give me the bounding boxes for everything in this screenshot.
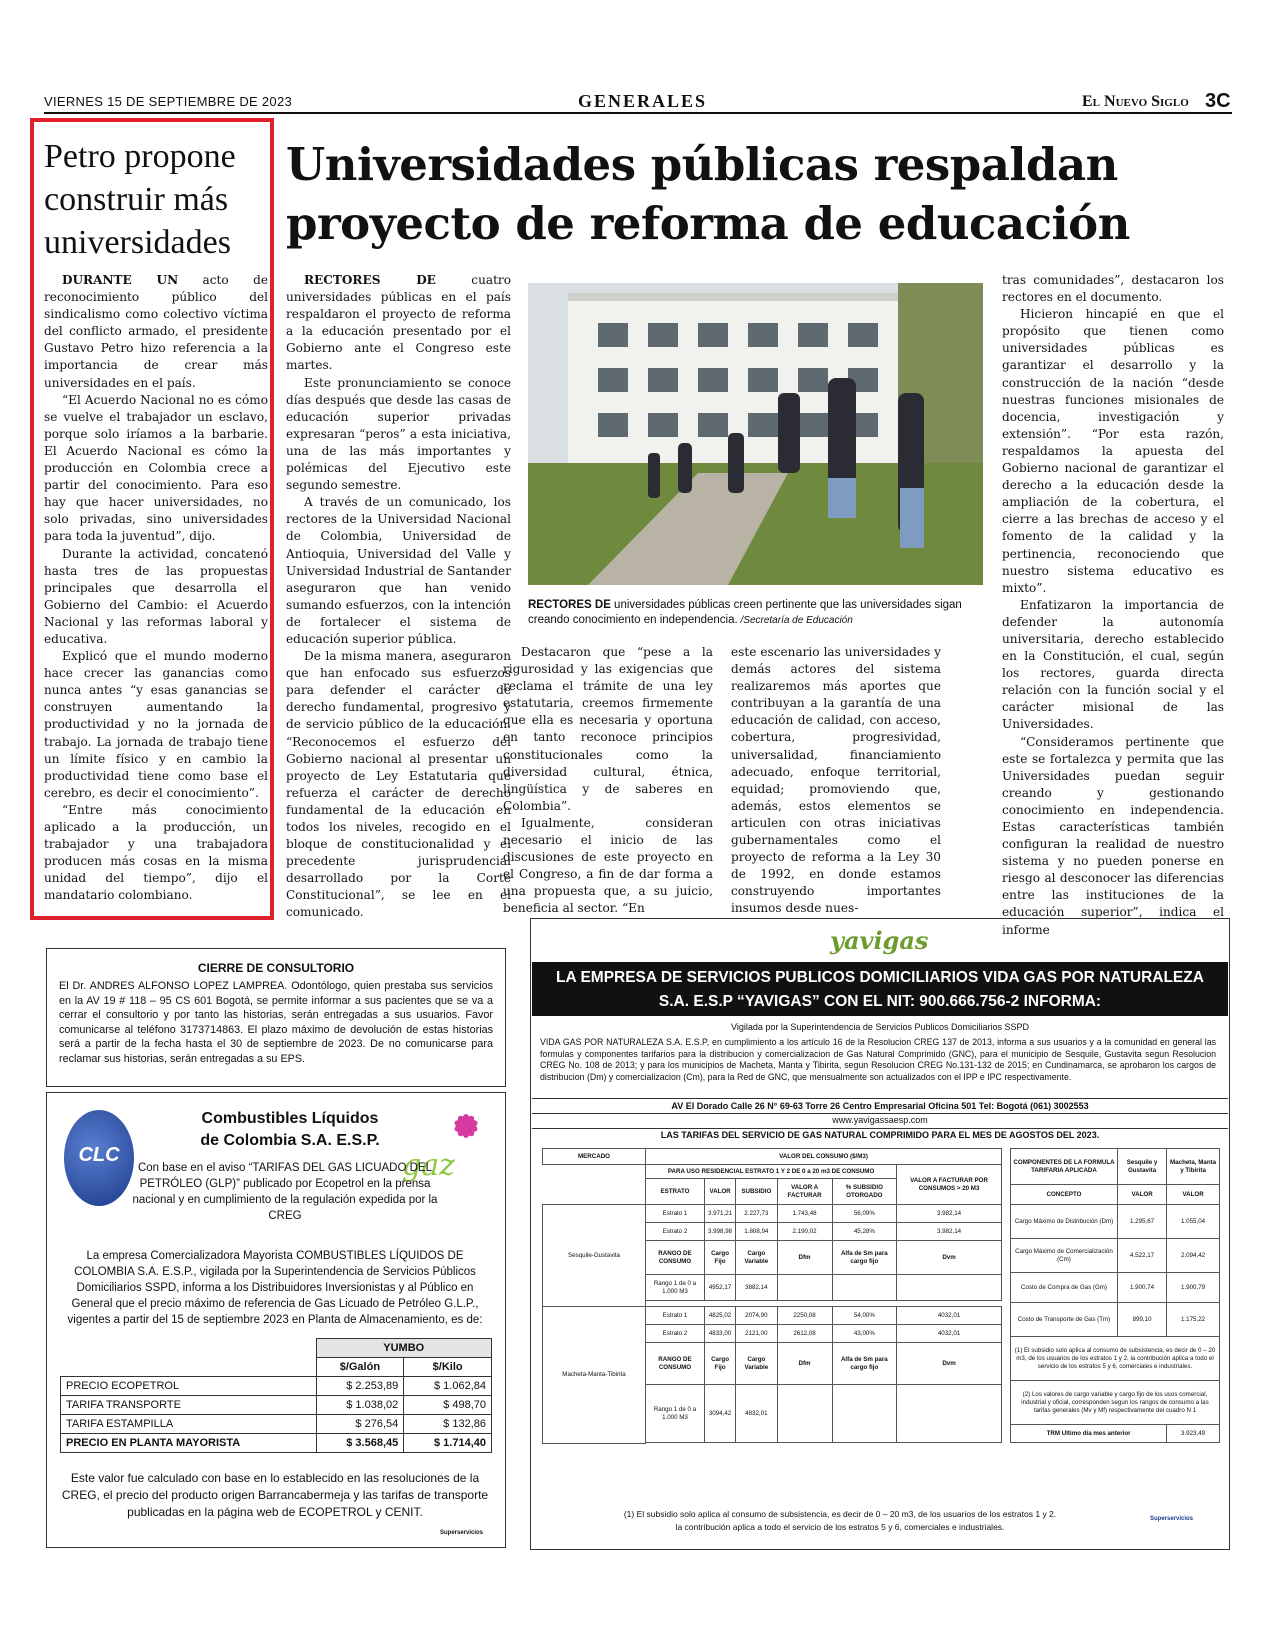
article-paragraph: Este pronunciamiento se conoce días después que desde las casas de educación superior privadas expresaran “peros” a esta iniciativa, una de las más importantes y polémicas del Ejecutivo este segundo semestre. (286, 375, 511, 493)
table-row (61, 1377, 492, 1396)
yavigas-vigilada: Vigilada por la Superintendencia de Servicios Publicos Domiciliarios SSPD (731, 1022, 1029, 1032)
clc-row-kilo: $ 1.062,84 (404, 1377, 492, 1396)
yavigas-cell: 3.998,98 (704, 1223, 735, 1241)
yavigas-superservicios: Superservicios (1150, 1516, 1194, 1522)
table-row (61, 1415, 492, 1434)
yavigas-mercado-sesquile: Sesquile-Gustavita (543, 1205, 646, 1307)
clc-logo-text: CLC (78, 1144, 120, 1166)
clc-table-header: YUMBO (316, 1339, 492, 1358)
yavigas-cell: 2.227,73 (736, 1205, 777, 1223)
clc-title-line: Combustibles Líquidos (201, 1110, 379, 1127)
yavigas-web: www.yavigassaesp.com (832, 1115, 928, 1125)
table-row (543, 1307, 1002, 1325)
photo-caption (528, 598, 983, 628)
notice-text: El Dr. ANDRES ALFONSO LOPEZ LAMPREA. Odontólogo, quien prestaba sus servicios en la AV 19 # 118 – 95 CS 601 Bogotá, se permite informar a sus pacientes que se va a cerrar el consultorio y por tanto las historias, serán entregadas a sus usuarios. Favor comunicarse al teléfono 3173714863. El plazo máximo de devolución de estas historias será a partir de la fecha hasta el 30 de septiembre de 2023. De no comunicarse para reclamar sus historias, serán entregadas a su EPS. (59, 980, 493, 1065)
article-lead: RECTORES DE (304, 273, 436, 287)
yavigas-cell: 2074,90 (736, 1307, 777, 1325)
article-column-2 (503, 644, 713, 918)
yavigas-footnote-line: (1) El subsidio solo aplica al consumo de subsistencia, es decir de 0 – 20 m3, de los usuarios de los estratos 1 y 2. (623, 1509, 1057, 1519)
yavigas-cell: 4.522,17 (1118, 1239, 1167, 1273)
clc-superservicios: Superservicios (440, 1530, 484, 1536)
clc-body: La empresa Comercializadora Mayorista COMBUSTIBLES LÍQUIDOS DE COLOMBIA S.A. E.S.P., vigilada por la Superintendencia de Servicios Públicos Domiciliarios SSPD, informa a los Distribuidores Inversionistas y al Público en General que el precio máximo de referencia de Gas Licuado de Petróleo G.L.P., vigentes a partir del 15 de septiembre 2023 en Planta de Almacenamiento, es de: (67, 1250, 483, 1326)
clc-row-label: PRECIO ECOPETROL (61, 1377, 317, 1396)
sidebar-lead: DURANTE UN (62, 273, 179, 287)
sidebar-paragraph: acto de reconocimiento público del sindicalismo como colectivo víctima del conflicto armado, el presidente Gustavo Petro hizo referencia a la importancia de crear más universidades en el país. (44, 273, 268, 390)
article-paragraph: tras comunidades”, destacaron los rectores en el documento. (1002, 273, 1224, 305)
page-number: 3C (1205, 90, 1231, 112)
yavigas-col-rango: RANGO DE CONSUMO (646, 1241, 705, 1275)
article-paragraph: De la misma manera, aseguraron que han enfocado sus esfuerzos para defender el carácter de derecho fundamental, progresivo y de servicio público de la educación. “Reconocemos el esfuerzo del Gobierno nacional al presentar un proyecto de Ley Estatutaria que refuerza el carácter de derecho fundamental de la educación en todos los niveles, recogido en el bloque de constitucionalidad y el precedente jurisprudencial desarrollado por la Corte Constitucional”, se lee en el comunicado. (286, 649, 511, 920)
issue-date: VIERNES 15 DE SEPTIEMBRE DE 2023 (44, 94, 293, 109)
yavigas-footnote (560, 1508, 1120, 1534)
sidebar-title: Petro propone construir más universidades (44, 138, 236, 261)
yavigas-col-valor: VALOR (1118, 1185, 1167, 1205)
yavigas-col-subsidio: SUBSIDIO (736, 1179, 777, 1205)
yavigas-cell: Costo de Compra de Gas (Gm) (1011, 1273, 1118, 1303)
yavigas-cell: 2612,08 (777, 1325, 832, 1343)
table-row (61, 1396, 492, 1415)
clc-title (160, 1108, 420, 1152)
yavigas-col-dfm: Dfm (777, 1343, 832, 1385)
clc-footer: Este valor fue calculado con base en lo establecido en las resoluciones de la CREG, el precio del producto origen Barrancabermeja y las tarifas de transporte publicadas en la página web de ECOPETROL y CENIT. (61, 1471, 489, 1519)
yavigas-cell: 1.055,04 (1167, 1205, 1220, 1239)
clc-col-galon: $/Galón (316, 1358, 404, 1377)
article-paragraph: Destacaron que “pese a la rigurosidad y las exigencias que reclama el trámite de una ley estatutaria, creemos firmemente que ella es necesaria y oportuna en tanto reconoce principios constitucionales como la diversidad cultural, étnica, lingüística y de saberes en Colombia”. (503, 645, 713, 813)
section-title: GENERALES (578, 91, 708, 111)
yavigas-col-cargo-fijo: Cargo Fijo (704, 1343, 735, 1385)
caption-credit: /Secretaría de Educación (737, 615, 853, 626)
yavigas-cell: 4833,00 (704, 1325, 735, 1343)
yavigas-cell: 1.808,94 (736, 1223, 777, 1241)
yavigas-cell: Cargo Máximo de Distribución (Dm) (1011, 1205, 1118, 1239)
yavigas-cell: 4825,02 (704, 1307, 735, 1325)
yavigas-col-concepto: CONCEPTO (1011, 1185, 1118, 1205)
yavigas-cell: Estrato 2 (646, 1325, 705, 1343)
yavigas-cell: 3.982,14 (897, 1223, 1002, 1241)
table-row (61, 1434, 492, 1453)
yavigas-headline-line: LA EMPRESA DE SERVICIOS PUBLICOS DOMICILIARIOS VIDA GAS POR NATURALEZA (556, 969, 1204, 986)
yavigas-cell: Rango 1 de 0 a 1.000 M3 (646, 1275, 705, 1301)
gaz-logo-text: gaz (402, 1148, 455, 1183)
clc-row-label: TARIFA TRANSPORTE (61, 1396, 317, 1415)
yavigas-col-pct: % SUBSIDIO OTORGADO (832, 1179, 897, 1205)
caption-text: universidades públicas creen pertinente que las universidades sigan creando conocimiento en independencia. (528, 599, 962, 626)
newspaper-name: El Nuevo Siglo (1082, 93, 1189, 110)
table-row (543, 1205, 1002, 1223)
article-paragraph: cuatro universidades públicas en el país respaldaron el proyecto de reforma a la educación presentado por el Gobierno ante el Congreso este martes. (286, 273, 511, 373)
yavigas-col-alfa: Alfa de Sm para cargo fijo (832, 1241, 897, 1275)
table-row (1011, 1381, 1220, 1425)
sidebar-paragraph: Explicó que el mundo moderno hace crecer las ganancias como nunca antes “y esas ganancias se construyen aumentando la productividad y no la jornada de trabajo. La jornada de trabajo tiene un límite físico y en cambio la productividad tiene como base el cerebro, es decir el conocimiento”. (44, 649, 268, 800)
article-column-4 (1002, 272, 1224, 939)
yavigas-note-1: (1) El subsidio solo aplica al consumo de subsistencia, es decir de 0 – 20 m3, de los usuarios de los estratos 1 y 2. la contribución aplica a todo el servicio de los estratos 5 y 6, comerciales e industriales. (1011, 1337, 1220, 1381)
yavigas-col-alfa: Alfa de Sm para cargo fijo (832, 1343, 897, 1385)
article-paragraph: Igualmente, consideran necesario el inicio de las discusiones de este proyecto en el Congreso, a fin de dar forma a una propuesta que, a su juicio, beneficia al sector. “En (503, 815, 713, 916)
yavigas-cell: Cargo Máximo de Comercialización (Cm) (1011, 1239, 1118, 1273)
yavigas-cell: 1.743,48 (777, 1205, 832, 1223)
caption-lead: RECTORES DE (528, 599, 611, 611)
yavigas-cell: 3.971,21 (704, 1205, 735, 1223)
yavigas-cell: Rango 1 de 0 a 1.000 M3 (646, 1385, 705, 1443)
yavigas-col-dvm: Dvm (897, 1241, 1002, 1275)
yavigas-col-valor: VALOR (704, 1179, 735, 1205)
yavigas-cell: 3882,14 (736, 1275, 777, 1301)
yavigas-col-dfm: Dfm (777, 1241, 832, 1275)
article-column-3 (731, 644, 941, 918)
yavigas-cell: 4832,01 (736, 1385, 777, 1443)
article-paragraph: “Consideramos pertinente que este se fortalezca y permita que las Universidades puedan seguir creando y gestionando conocimiento en independencia. Estas características también configuran la realidad de nuestro sistema y no pueden ponerse en riesgo al desconocer las diferencias entre las instituciones de la educación superior”, indica el informe (1002, 734, 1224, 937)
yavigas-cell: Estrato 1 (646, 1307, 705, 1325)
yavigas-cell: 1.900,74 (1118, 1273, 1167, 1303)
yavigas-cell: 1.295,67 (1118, 1205, 1167, 1239)
yavigas-col-sesquile: Sesquile y Gustavita (1118, 1149, 1167, 1185)
yavigas-col-residencial: PARA USO RESIDENCIAL ESTRATO 1 Y 2 DE 0 a 20 m3 DE CONSUMO (646, 1165, 897, 1179)
yavigas-col-dvm: Dvm (897, 1343, 1002, 1385)
yavigas-col-valor-consumo: VALOR DEL CONSUMO ($/M3) (646, 1149, 1002, 1165)
yavigas-col-valor-mayor: VALOR A FACTURAR POR CONSUMOS > 20 M3 (897, 1165, 1002, 1205)
article-column-1 (286, 272, 511, 922)
yavigas-cell: 4032,01 (897, 1325, 1002, 1343)
clc-price-table (60, 1338, 492, 1453)
table-row (1011, 1273, 1220, 1303)
table-row (1011, 1239, 1220, 1273)
yavigas-components-table (1010, 1148, 1220, 1443)
article-paragraph: A través de un comunicado, los rectores de la Universidad Nacional de Colombia, Universidad de Antioquia, Universidad del Valle y Universidad Industrial de Santander aseguraron que han venido sumando esfuerzos, con la intención de fortalecer el sistema de educación superior pública. (286, 495, 511, 646)
clc-row-kilo: $ 1.714,40 (404, 1434, 492, 1453)
table-row (1011, 1205, 1220, 1239)
clc-row-kilo: $ 132,86 (404, 1415, 492, 1434)
clc-row-label: TARIFA ESTAMPILLA (61, 1415, 317, 1434)
yavigas-cell: 1.175,22 (1167, 1303, 1220, 1337)
notice-title: CIERRE DE CONSULTORIO (197, 961, 355, 975)
yavigas-cell: 4032,01 (897, 1307, 1002, 1325)
clc-col-kilo: $/Kilo (404, 1358, 492, 1377)
notice-box (46, 948, 506, 1087)
yavigas-col-rango: RANGO DE CONSUMO (646, 1343, 705, 1385)
header-rule (44, 112, 1232, 114)
sidebar-paragraph: Durante la actividad, concatenó hasta tres de las propuestas principales que desarrolla el Gobierno del Cambio: el Acuerdo Nacional y las reformas laboral y educativa. (44, 546, 268, 646)
campus-photo-illustration (528, 283, 983, 585)
yavigas-body: VIDA GAS POR NATURALEZA S.A. E.S.P, en cumplimiento a los artículo 16 de la Resolucion CREG 137 de 2013, informa a sus usuarios y a la comunidad en general las formulas y componentes tarifarios para la distribucion y comercializacion de Gas Natural Comprimido (GNC), para el municipio de Sesquile, Gustavita segun Resolucion CREG No. 108 de 2013; y para los municipios de Macheta, Manta y Tibirita, segun Resolucion CREG No.131-132 de 2015; en Cundinamarca, se aprobaron los cargos de distribucion (Dm) y comercializacion (Cm), para la Red de GNC, que mensualmente son actualizados con el IPP e IPC respectivamente. (540, 1037, 1216, 1082)
yavigas-col-componentes: COMPONENTES DE LA FORMULA TARIFARIA APLICADA (1011, 1149, 1118, 1185)
yavigas-trm-value: 3.923,49 (1167, 1425, 1220, 1443)
yavigas-table-title: LAS TARIFAS DEL SERVICIO DE GAS NATURAL COMPRIMIDO PARA EL MES DE AGOSTOS DEL 2023. (532, 1128, 1228, 1142)
table-row (1011, 1303, 1220, 1337)
sidebar-paragraph: “El Acuerdo Nacional no es cómo se vuelve el trabajador un esclavo, porque solo iríamos a la barbarie. El Acuerdo Nacional es cómo la producción en Colombia crece a partir del conocimiento. Para eso hay que hacer universidades, no solo privadas, sino universidades para toda la juventud”, dijo. (44, 392, 268, 544)
yavigas-cell: 45,28% (832, 1223, 897, 1241)
yavigas-cell: 2.190,02 (777, 1223, 832, 1241)
yavigas-mercado-macheta: Macheta-Manta-Tibirita (543, 1307, 646, 1444)
yavigas-col-macheta: Macheta, Manta y Tibirita (1167, 1149, 1220, 1185)
yavigas-col-valor: VALOR (1167, 1185, 1220, 1205)
yavigas-cell: 3.982,14 (897, 1205, 1002, 1223)
sidebar-paragraph: “Entre más conocimiento aplicado a la producción, un trabajador y una trabajadora producen más cosas en la misma unidad del tiempo”, dijo el mandatario colombiano. (44, 802, 268, 903)
article-paragraph: Hicieron hincapié en que el propósito que tienen como universidades públicas es garantizar el desarrollo y la construcción de la nación “desde nuestras funciones misionales de docencia, investigación y extensión”. “Por esta razón, respaldamos la apuesta del Gobierno nacional de garantizar el derecho a la educación desde la ampliación de la cobertura, el cierre a las brechas de acceso y el fomento de la calidad y la pertinencia, reconociendo que nuestro sistema educativo es mixto”. (1002, 307, 1224, 595)
yavigas-col-estrato: ESTRATO (646, 1179, 705, 1205)
yavigas-cell: Estrato 1 (646, 1205, 705, 1223)
yavigas-logo: yavigas (830, 926, 929, 955)
yavigas-col-facturar: VALOR A FACTURAR (777, 1179, 832, 1205)
clc-row-label: PRECIO EN PLANTA MAYORISTA (61, 1434, 317, 1453)
clc-row-kilo: $ 498,70 (404, 1396, 492, 1415)
yavigas-cell: Costo de Transporte de Gas (Tm) (1011, 1303, 1118, 1337)
yavigas-col-cargo-fijo: Cargo Fijo (704, 1241, 735, 1275)
table-row (1011, 1337, 1220, 1381)
sidebar-body (44, 272, 268, 904)
clc-row-galon: $ 276,54 (316, 1415, 404, 1434)
yavigas-cell: 54,00% (832, 1307, 897, 1325)
yavigas-address: AV El Dorado Calle 26 N° 69-63 Torre 26 Centro Empresarial Oficina 501 Tel: Bogotá (061) 3002553 (532, 1098, 1228, 1114)
clc-title-line: de Colombia S.A. E.S.P. (200, 1132, 380, 1149)
yavigas-cell: 43,00% (832, 1325, 897, 1343)
yavigas-note-2: (2) Los valores de cargo variable y cargo fijo de los usos comercial, industrial y oficial, corresponden segun los rangos de consumo a las tarifas generales (Mv y Mf) respectivamente del cuadro N 1 (1011, 1381, 1220, 1425)
yavigas-cell: 56,09% (832, 1205, 897, 1223)
yavigas-cell: Estrato 2 (646, 1223, 705, 1241)
table-row (1011, 1425, 1220, 1443)
yavigas-cell: 2121,00 (736, 1325, 777, 1343)
article-paragraph: Enfatizaron la importancia de defender la autonomía universitaria, derecho establecido en la Constitución, el cual, según los rectores, guarda directa relación con la función social y el carácter misional de las Universidades. (1002, 597, 1224, 732)
yavigas-trm-label: TRM Ultimo dia mes anterior (1011, 1425, 1167, 1443)
article-paragraph: este escenario las universidades y demás actores del sistema realizaremos más aportes que contribuyan a la garantía de una educación de calidad, con acceso, cobertura, progresividad, universalidad, financiamiento adecuado, enfoque territorial, equidad; promoviendo que, además, estos elementos se articulen con otras iniciativas gubernamentales como el proyecto de reforma a la Ley 30 de 1992, en donde estamos construyendo importantes insumos desde nues- (731, 645, 941, 916)
article-headline: Universidades públicas respaldan proyecto de reforma de educación (286, 138, 1130, 250)
clc-intro: Con base en el aviso “TARIFAS DEL GAS LICUADO DEL PETRÓLEO (GLP)” publicado por Ecopetrol en la prensa nacional y en cumplimiento de la regulación expedida por la CREG (132, 1162, 438, 1222)
yavigas-headline-line: S.A. E.S.P “YAVIGAS” CON EL NIT: 900.666.756-2 INFORMA: (658, 993, 1102, 1010)
yavigas-footnote-line: la contribución aplica a todo el servicio de los estratos 5 y 6, comerciales e industriales. (675, 1522, 1005, 1532)
yavigas-cell: 2250,08 (777, 1307, 832, 1325)
yavigas-cell: 1.900,79 (1167, 1273, 1220, 1303)
yavigas-headline (532, 962, 1228, 1016)
yavigas-cell: 4952,17 (704, 1275, 735, 1301)
yavigas-cell: 899,10 (1118, 1303, 1167, 1337)
campus-photo (528, 283, 983, 585)
clc-row-galon: $ 1.038,02 (316, 1396, 404, 1415)
yavigas-col-cargo-var: Cargo Variable (736, 1343, 777, 1385)
yavigas-cell: 2.094,42 (1167, 1239, 1220, 1273)
yavigas-col-mercado: MERCADO (543, 1149, 646, 1165)
yavigas-col-cargo-var: Cargo Variable (736, 1241, 777, 1275)
clc-row-galon: $ 2.253,89 (316, 1377, 404, 1396)
yavigas-cell: 3094,42 (704, 1385, 735, 1443)
yavigas-tariff-table (542, 1148, 1002, 1444)
clc-row-galon: $ 3.568,45 (316, 1434, 404, 1453)
